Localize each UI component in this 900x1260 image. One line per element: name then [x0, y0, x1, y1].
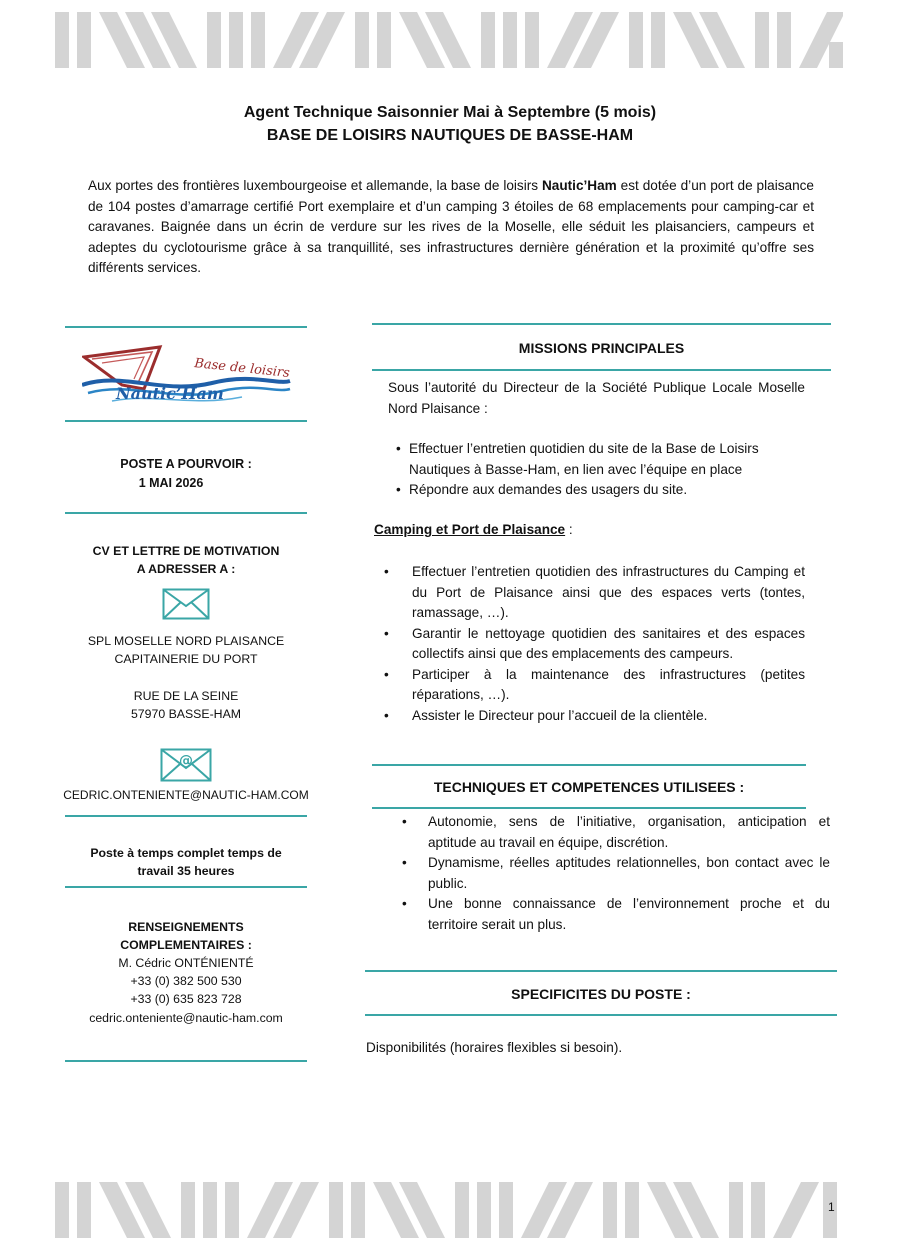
- decorative-footer-band: [55, 1182, 843, 1238]
- nautic-ham-logo: [82, 343, 294, 409]
- address-line: RUE DE LA SEINE: [133, 689, 239, 703]
- mail-envelope-icon: [162, 588, 210, 620]
- renseignements-heading-2: COMPLEMENTAIRES :: [120, 938, 252, 952]
- sidebar-divider: [65, 886, 307, 888]
- specificites-text: Disponibilités (horaires flexibles si besoin).: [366, 1040, 623, 1055]
- svg-text:Base de loisirs: Base de loisirs: [193, 356, 291, 381]
- address-line: 57970 BASSE-HAM: [130, 707, 242, 721]
- section-divider: [372, 323, 831, 325]
- address-line: SPL MOSELLE NORD PLAISANCE: [87, 634, 285, 648]
- brand-name: Nautic’Ham: [541, 178, 617, 193]
- sidebar-divider: [65, 326, 307, 328]
- section-divider: [365, 1014, 837, 1016]
- camping-subheading: Camping et Port de Plaisance :: [374, 522, 573, 537]
- cv-heading-2: A ADRESSER A :: [136, 562, 236, 576]
- contact-phone: +33 (0) 635 823 728: [130, 992, 242, 1006]
- page-number: 1: [828, 1200, 835, 1214]
- missions-heading: MISSIONS PRINCIPALES: [518, 340, 685, 356]
- sidebar-divider: [65, 815, 307, 817]
- camping-list: [380, 562, 805, 726]
- cv-heading: CV ET LETTRE DE MOTIVATION: [92, 544, 280, 558]
- svg-text:@: @: [179, 753, 193, 769]
- list-item: • Assister le Directeur pour l’accueil de la clientèle.: [384, 707, 708, 723]
- email-link[interactable]: CEDRIC.ONTENIENTE@NAUTIC-HAM.COM: [63, 788, 309, 802]
- list-item: • Garantir le nettoyage quotidien des sanitaires et des espaces collectifs ainsi que des emplacements des campeurs.: [384, 625, 805, 661]
- job-title: Agent Technique Saisonnier Mai à Septembre (5 mois): [243, 104, 657, 121]
- section-divider: [372, 369, 831, 371]
- techniques-list: [398, 812, 830, 935]
- list-item: • Dynamisme, réelles aptitudes relationnelles, bon contact avec le public.: [402, 855, 830, 891]
- sidebar-divider: [65, 512, 307, 514]
- contact-phone: +33 (0) 382 500 530: [130, 974, 242, 988]
- list-item: • Participer à la maintenance des infrastructures (petites réparations, …).: [384, 666, 805, 702]
- section-divider: [372, 764, 806, 766]
- organization-title: BASE DE LOISIRS NAUTIQUES DE BASSE-HAM: [266, 127, 634, 144]
- list-item: • Effectuer l’entretien quotidien du site de la Base de Loisirs Nautiques à Basse-Ham, en lien avec l’équipe en place: [396, 441, 759, 477]
- list-item: • Répondre aux demandes des usagers du site.: [396, 482, 688, 497]
- techniques-heading: TECHNIQUES ET COMPETENCES UTILISEES :: [433, 779, 745, 795]
- temps-text: Poste à temps complet temps de: [90, 846, 282, 860]
- sidebar-divider: [65, 420, 307, 422]
- missions-list: [396, 439, 808, 501]
- intro-paragraph: Aux portes des frontières luxembourgeoise et allemande, la base de loisirs Nautic’Ham est dotée d’un port de plaisance de 104 postes d’amarrage certifié Port exemplaire et d’un camping 3 étoiles de 68 emplacements pour camping-car et caravanes. Baignée dans un écrin de verdure sur les rives de la Moselle, elle séduit les plaisanciers, campeurs et adeptes du cyclotourisme grâce à sa tranquillité, ses infrastructures dernière génération et la proximité qu’offre ses différents services.: [88, 178, 814, 275]
- list-item: • Autonomie, sens de l’initiative, organisation, anticipation et aptitude au travail en équipe, discrétion.: [402, 814, 830, 850]
- sidebar-divider: [65, 1060, 307, 1062]
- list-item: • Effectuer l’entretien quotidien des infrastructures du Camping et du Port de Plaisance ainsi que des espaces verts (tontes, ramassage, …).: [384, 564, 805, 620]
- section-divider: [372, 807, 806, 809]
- specificites-heading: SPECIFICITES DU POSTE :: [511, 986, 691, 1002]
- list-item: • Une bonne connaissance de l’environnement proche et du territoire serait un plus.: [402, 896, 830, 932]
- decorative-header-band: [55, 12, 843, 68]
- svg-text:Nautic’Ham: Nautic’Ham: [116, 384, 224, 403]
- renseignements-heading: RENSEIGNEMENTS: [128, 920, 244, 934]
- contact-email-link[interactable]: cedric.onteniente@nautic-ham.com: [89, 1011, 283, 1025]
- poste-label: POSTE A POURVOIR :: [120, 457, 252, 471]
- poste-date: 1 MAI 2026: [138, 476, 204, 490]
- contact-name: M. Cédric ONTÉNIENTÉ: [118, 956, 254, 970]
- email-at-icon: [160, 748, 212, 782]
- section-divider: [365, 970, 837, 972]
- address-line: CAPITAINERIE DU PORT: [114, 652, 258, 666]
- temps-text-2: travail 35 heures: [137, 864, 235, 878]
- missions-intro: Sous l’autorité du Directeur de la Société Publique Locale Moselle Nord Plaisance :: [388, 380, 805, 416]
